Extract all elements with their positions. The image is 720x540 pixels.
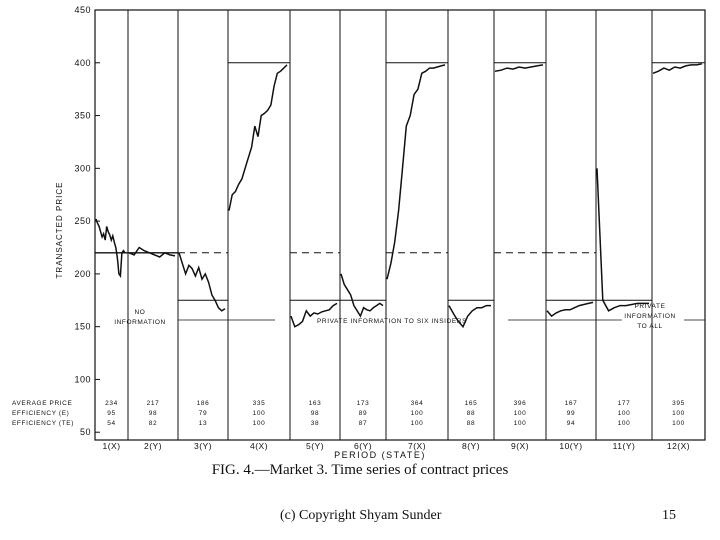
- summary-cell: 100: [252, 410, 266, 417]
- summary-cell: 173: [356, 400, 370, 407]
- price-series-9: [495, 65, 543, 71]
- annotation-to-all-2: INFORMATION: [624, 313, 676, 320]
- y-axis-label: TRANSACTED PRICE: [55, 181, 64, 279]
- period-label: 3(Y): [193, 441, 213, 451]
- annotation-to-all-3: TO ALL: [637, 323, 663, 330]
- summary-cell: 100: [513, 410, 527, 417]
- period-label: 11(Y): [612, 441, 636, 451]
- y-tick-label: 400: [74, 57, 91, 68]
- price-series-7: [387, 65, 445, 279]
- period-label: 6(Y): [353, 441, 373, 451]
- summary-cell: 100: [672, 410, 685, 417]
- x-axis-label: PERIOD (STATE): [334, 450, 426, 460]
- summary-cell: 87: [358, 420, 368, 427]
- period-label: 7(X): [407, 441, 427, 451]
- summary-cell: 100: [617, 420, 631, 427]
- summary-cell: 234: [105, 400, 118, 407]
- y-tick-label: 450: [74, 5, 91, 15]
- summary-cell: 100: [672, 420, 685, 427]
- price-series-6: [341, 274, 383, 316]
- summary-row-label: EFFICIENCY (E): [12, 410, 70, 417]
- period-label: 10(Y): [559, 441, 583, 451]
- summary-cell: 186: [196, 400, 210, 407]
- summary-cell: 98: [148, 410, 158, 417]
- period-label: 12(X): [666, 441, 691, 451]
- summary-cell: 88: [466, 420, 476, 427]
- period-label: 8(Y): [461, 441, 481, 451]
- price-series-3: [179, 253, 225, 311]
- y-tick-label: 150: [74, 321, 91, 332]
- price-series-12: [653, 64, 702, 74]
- summary-cell: 94: [566, 420, 576, 427]
- y-tick-label: 200: [74, 268, 91, 279]
- summary-cell: 177: [617, 400, 631, 407]
- price-series-11: [597, 168, 649, 310]
- price-series-1: [96, 219, 125, 276]
- summary-cell: 54: [107, 420, 116, 427]
- summary-cell: 82: [148, 420, 158, 427]
- price-series-4: [229, 65, 287, 211]
- summary-cell: 100: [410, 410, 424, 417]
- summary-cell: 100: [513, 420, 527, 427]
- summary-cell: 163: [308, 400, 322, 407]
- plot-frame: [95, 10, 705, 440]
- figure-caption: FIG. 4.—Market 3. Time series of contract prices: [211, 462, 509, 478]
- summary-cell: 217: [146, 400, 160, 407]
- annotation-no-info-2: INFORMATION: [114, 319, 166, 326]
- summary-cell: 99: [566, 410, 576, 417]
- summary-cell: 364: [410, 400, 424, 407]
- copyright-footer: (c) Copyright Shyam Sunder: [280, 508, 442, 523]
- period-label: 2(Y): [143, 441, 163, 451]
- y-tick-label: 300: [74, 163, 91, 174]
- summary-cell: 335: [252, 400, 266, 407]
- summary-cell: 13: [198, 420, 208, 427]
- annotation-no-info-1: NO: [134, 309, 146, 316]
- y-tick-label: 100: [74, 374, 91, 385]
- period-label: 9(X): [510, 441, 530, 451]
- price-series-10: [547, 302, 593, 316]
- summary-row-label: EFFICIENCY (TE): [12, 420, 74, 427]
- summary-cell: 79: [198, 410, 208, 417]
- summary-cell: 100: [410, 420, 424, 427]
- summary-cell: 95: [107, 410, 116, 417]
- annotation-six-insiders: PRIVATE INFORMATION TO SIX INSIDERS: [316, 318, 468, 325]
- period-label: 4(X): [249, 441, 269, 451]
- y-tick-label: 250: [74, 216, 91, 227]
- annotation-to-all-1: PRIVATE: [634, 303, 666, 310]
- page-number: 15: [662, 508, 676, 523]
- summary-cell: 88: [466, 410, 476, 417]
- period-label: 5(Y): [305, 441, 325, 451]
- y-tick-label: 350: [74, 110, 91, 121]
- summary-cell: 396: [513, 400, 527, 407]
- summary-cell: 98: [310, 410, 320, 417]
- summary-cell: 167: [564, 400, 578, 407]
- y-tick-label: 50: [79, 427, 91, 438]
- period-label: 1(X): [102, 441, 121, 451]
- summary-cell: 38: [310, 420, 320, 427]
- summary-cell: 165: [464, 400, 478, 407]
- summary-row-label: AVERAGE PRICE: [12, 400, 73, 407]
- summary-cell: 395: [672, 400, 685, 407]
- summary-cell: 89: [358, 410, 368, 417]
- summary-cell: 100: [252, 420, 266, 427]
- summary-cell: 100: [617, 410, 631, 417]
